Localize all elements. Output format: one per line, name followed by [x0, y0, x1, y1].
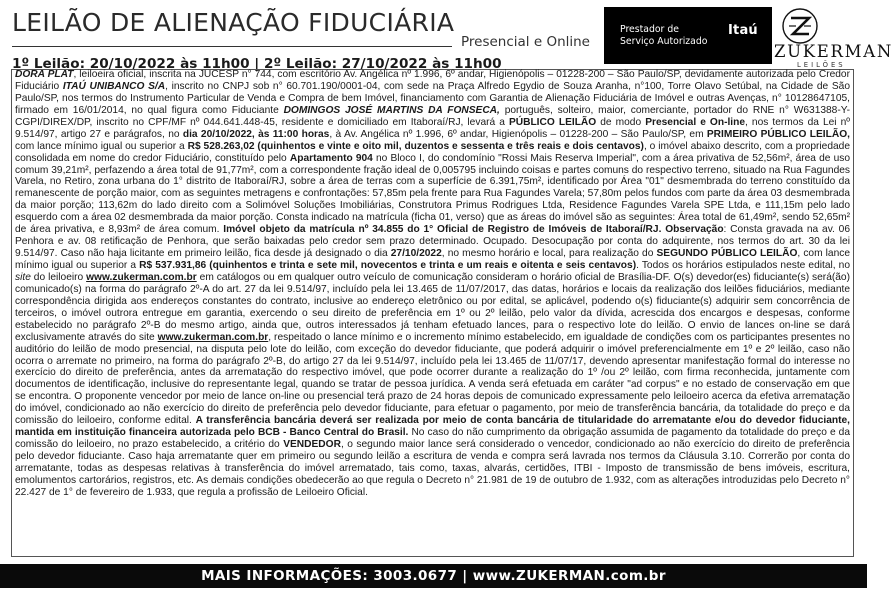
body-emphasis-text: VENDEDOR [283, 439, 341, 451]
body-text-run: do leiloeiro [30, 271, 87, 283]
subtitle-row [12, 34, 590, 51]
body-emphasis-text: dia 20/10/2022, às 11:00 horas [182, 128, 330, 140]
body-text-run: . Todos os horários estipulados neste edital, no [636, 260, 850, 271]
body-emphasis-text: DOMINGOS JOSÉ MARTINS DA FONSECA, [283, 104, 500, 116]
body-text-run: , à Av. Angélica nº 1.996, 6º andar, Higienópolis – 01228-200 – São Paulo/SP, em [329, 128, 707, 140]
badge-line-1: Prestador de [620, 24, 679, 35]
badge-text [620, 24, 707, 48]
auction-dates: 1º Leilão: 20/10/2022 às 11h00 | 2º Leilão: 27/10/2022 às 11h00 [12, 56, 502, 72]
website-link-text: www.zukerman.com.br [86, 271, 197, 283]
notice-body-box [11, 69, 854, 557]
body-text-run: , leiloeira oficial, inscrita na JUCESP n° 744, com escritório Av. Angélica nº 1.996, 6º andar, Higienópolis – 01228-200 – São Paulo/SP, devidamente autorizada pelo Credor Fiduciário [15, 69, 850, 92]
footer-info-bar: MAIS INFORMAÇÕES: 3003.0677 | www.ZUKERMAN.com.br [0, 564, 867, 588]
zukerman-logo-name: ZUKERMAN [774, 42, 893, 61]
body-text-run: de modo [596, 116, 646, 128]
body-emphasis-text: R$ 528.263,02 (quinhentos e vinte e oito mil, duzentos e sessenta e três reais e dois centavos) [187, 140, 644, 152]
notice-subtitle: Presencial e Online [457, 34, 590, 50]
body-emphasis-text: DORA PLAT [15, 69, 74, 80]
body-text-run: português, solteiro, maior, comerciante, portador do RNE n° W631388-Y-CGPI/DIREX/DP, inscrito no CPF/MF nº 044.641.448-45, residente e domiciliado em Itaboraí/RJ, levará a [15, 104, 850, 128]
notice-title: LEILÃO DE ALIENAÇÃO FIDUCIÁRIA [12, 8, 455, 37]
body-text-run: no Bloco I, do condomínio "Rossi Mais Reserva Imperial", com a área privativa de 52,56m², área de uso comum 39,21m², perfazendo a área total de 91,77m², com a correspondente fração ideal de 0,005795 incluindo coisas e partes comuns do respectivo terreno, situado na Rua Fagundes Varela, no Retiro, zona urbana do 1° distrito de Itaboraí/RJ, sobre a área de terras com a superfície de 6.391,75m², identificado por Área "01" desmembrada do terreno constituído da remanescente de porção maior, com as seguintes metragens e confrontações: 57,85m pela frente para Rua Fagundes Varela; 57,80m pelos fundos com parte da área 03 desmembrada da maior porção; 113,62m do lado direito com a Solimóvel Soluções Imobiliárias, Construtora Primus Rodrigues Ltda, Residence Fagundes Varela SPE Ltda, e 111,15m pelo lado esquerdo com a área 02 desmembrada da maior porção. Consta indicado na matrícula (ficha 01, verso) que as áreas do imóvel são as seguintes: Área total de 61,49m², sendo 52,65m² de área privativa, e 8,93m² de área comum. [15, 152, 850, 236]
body-emphasis-text: SEGUNDO PÚBLICO LEILÃO [656, 248, 798, 260]
body-text-run: , nos termos da Lei nº 9.514/97, artigo 27 e parágrafos, no [15, 116, 851, 140]
body-emphasis-text: Imóvel objeto da matrícula nº 34.855 do 1° Oficial de Registro de Imóveis de Itaboraí/RJ. Observação [223, 224, 724, 236]
body-text-run: , no mesmo horário e local, para realização do [441, 248, 657, 260]
body-text-run: , inscrito no CNPJ sob n° 60.701.190/0001-04, com sede na Praça Alfredo Egydio de Souza Aranha, n°100, Torre Olavo Setúbal, na Cidade de São Paulo/SP, nos termos do Instrumento Particular de Venda e Compra de bem Imóvel, financiamento com Garantia de Alienação Fiduciária de Imóvel e outras Avenças, n° 10128647105, firmado em 16/01/2014, no qual figura como Fiduciante [15, 80, 850, 116]
body-emphasis-text: Presencial e On-line [645, 116, 746, 128]
body-text-run: site [15, 271, 31, 283]
body-text-run: , o segundo maior lance será considerado o vencedor, condicionado ao não exercício do direito de preferência pelo devedor fiduciante. Caso haja arrematante quer em primeiro ou segundo leilão a escritura de venda e compra será lavrada nos termos da Cláusula 3.10. Correrão por conta do arrematante, todas as despesas relativas à transferência do imóvel arrematado, tais como, taxas, alvarás, certidões, ITBI - Imposto de transmissão de bens imóveis, escritura, emolumentos cartorários, registros, etc. As demais condições obedecerão ao que regula o Decreto n° 21.981 de 19 de outubro de 1.932, com as alterações introduzidas pelo Decreto n° 22.427 de 1° de fevereiro de 1.933, que regula a profissão de Leiloeiro Oficial. [15, 439, 850, 498]
body-text-run: , respeitado o lance mínimo e o incremento mínimo estabelecido, em igualdade de condições com os participantes presentes no auditório do leilão de modo presencial, na disputa pelo lote do leilão, com exceção do devedor fiduciante, que poderá adquirir o imóvel preferencialmente em 1º e 2º leilão, caso não ocorra o arremate no primeiro, na forma do parágrafo 2º-B, do artigo 27 da lei 9.514/97, incluído pela lei 13.465 de 11/07/17, devendo apresentar manifestação formal do interesse no exercício do direito de preferência, antes da arrematação do respectivo imóvel, que pode ocorrer durante a realização do 1º /ou 2º leilão, com firma reconhecida, juntamente com documentos de identificação, inclusive do representante legal, quando se tratar de pessoa jurídica. A venda será efetuada em caráter "ad corpus" e no estado de conservação em que se encontra. O proponente vencedor por meio de lance on-line ou presencial terá prazo de 24 horas depois de comunicado expressamente pelo leiloeiro acerca da efetiva arrematação do imóvel, condicionado ao não exercício do direito de preferência pelo devedor fiduciante, para efetuar o pagamento, por meio de transferência bancária, da totalidade do preço e da comissão do leiloeiro, conforme edital. [15, 331, 850, 427]
body-emphasis-text: R$ 537.931,86 (quinhentos e trinta e sete mil, novecentos e trinta e um reais e oitenta e seis centavos) [139, 260, 637, 271]
body-emphasis-text: A transferência bancária deverá ser realizada por meio de conta bancária de titularidade do arrematante e/ou do devedor fiduciante, mantida em instituição financeira autorizada pelo BCB - Banco Central do Brasil. [15, 415, 850, 439]
badge-line-2: Serviço Autorizado [620, 36, 708, 47]
itau-logo: Itaú [728, 23, 758, 38]
zukerman-logo-sub: LEILÕES [797, 61, 846, 69]
authorized-provider-badge [604, 7, 772, 64]
body-emphasis-text: ITAÚ UNIBANCO S/A [62, 80, 166, 92]
website-link[interactable] [86, 272, 197, 283]
website-link[interactable] [158, 332, 269, 343]
body-emphasis-text: PRIMEIRO PÚBLICO LEILÃO, [706, 128, 850, 140]
body-text-run: , o imóvel abaixo descrito, com a propriedade consolidada em nome do credor Fiduciário, constituído pelo [15, 140, 850, 164]
body-text-run: : Consta gravada na av. 06 Penhora e av. 08 retificação de Penhora, que serão baixadas pelo credor sem prazo determinado. Ocupado. Desocupação por conta do adquirente, nos termos do art. 30 da lei 9.514/97. Caso não haja licitante em primeiro leilão, fica desde já designado o dia [15, 224, 850, 260]
website-link-text: www.zukerman.com.br [157, 331, 269, 343]
body-text-run: , com lance mínimo igual ou superior a [15, 248, 851, 271]
body-emphasis-text: Apartamento 904 [289, 152, 373, 164]
body-text-run: No caso do não cumprimento da obrigação assumida de pagamento da totalidade do preço e da comissão do leiloeiro, no prazo estabelecido, a critério do [15, 427, 850, 451]
body-text-run: com lance mínimo igual ou superior a [15, 140, 188, 152]
subtitle-rule [12, 46, 452, 47]
notice-body-text [15, 69, 850, 499]
body-emphasis-text: 27/10/2022 [390, 248, 442, 260]
body-emphasis-text: PÚBLICO LEILÃO [508, 116, 597, 128]
zukerman-emblem-icon [780, 7, 820, 45]
body-text-run: em catálogos ou em qualquer outro veículo de comunicação consideram o horário oficial de Brasília-DF. O(s) devedor(es) fiduciante(s) será(ão) comunicado(s) na forma do parágrafo 2º-A do art. 27 da lei 9.514/97, incluído pela lei 13.465 de 11/07/2017, das datas, horários e locais da realização dos leilões fiduciários, mediante correspondência dirigida aos endereços constantes do contrato, inclusive ao endereço eletrônico ou por edital, se aplicável, podendo o(s) fiduciante(s) adquirir sem concorrência de terceiros, o imóvel outrora entregue em garantia, exercendo o seu direito de preferência em 1º ou 2º leilão, pelo valor da dívida, acrescida dos encargos e despesas, conforme estabelecido no parágrafo 2º-B do mesmo artigo, ainda que, outros interessados já tenham efetuado lances, para o respectivo lote do leilão. O envio de lances on-line se dará exclusivamente através do site [15, 271, 850, 343]
